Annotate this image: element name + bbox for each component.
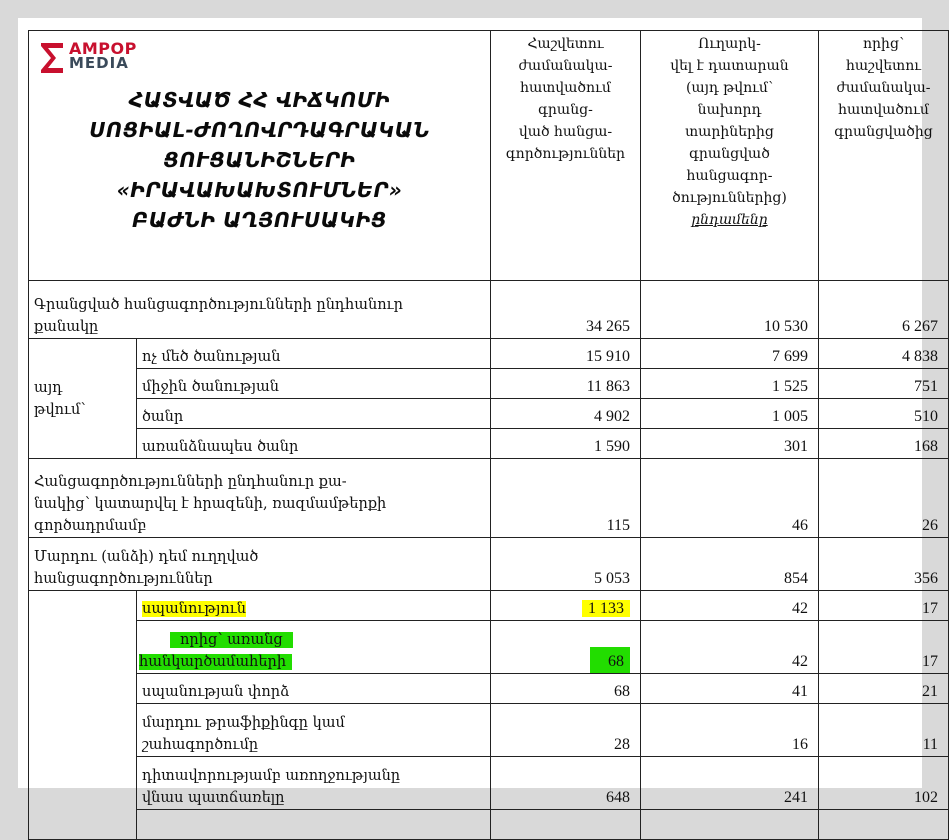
title-line: ԲԱԺՆԻ ԱՂՅՈՒՍԱԿԻՑ <box>132 208 387 232</box>
ampop-media-logo <box>39 41 480 77</box>
cell-value: 102 <box>819 757 949 810</box>
cell-value: 17 <box>819 591 949 621</box>
row-label <box>137 621 491 674</box>
table-row <box>29 339 949 369</box>
column-header-sent-to-court: Ուղարկ- վել է դատարան (այդ թվում՝ նախորդ տարիներից գրանցված հանցագոր- ծություններից) ընդամենը <box>641 31 819 281</box>
table-row <box>29 281 949 339</box>
row-label: դիտավորությամբ առողջությանը վնաս պատճառելը <box>137 757 491 810</box>
table-row-cutoff <box>29 810 949 840</box>
table-row <box>29 674 949 704</box>
row-label: առանձնապես ծանր <box>137 429 491 459</box>
cell-value: 34 265 <box>491 281 641 339</box>
row-label: ոչ մեծ ծանության <box>137 339 491 369</box>
table-row <box>29 757 949 810</box>
cell-value: 16 <box>641 704 819 757</box>
row-label: Հանցագործությունների ընդհանուր քա- նակից՝ կատարվել է հրազենի, ռազմամթերքի գործադրմամբ <box>29 459 491 538</box>
highlighted-value: 1 133 <box>582 600 630 617</box>
cell-value: 21 <box>819 674 949 704</box>
cell-value: 4 838 <box>819 339 949 369</box>
cell-value: 42 <box>641 621 819 674</box>
logo-text-ampop: AMPOP <box>69 39 137 58</box>
column-header-of-which-registered: որից՝ հաշվետու ժամանակա- հատվածում գրանցվածից <box>819 31 949 281</box>
cell-value: 510 <box>819 399 949 429</box>
title-cell <box>29 31 491 281</box>
row-label: Մարդու (անձի) դեմ ուղղված հանցագործություններ <box>29 538 491 591</box>
crime-statistics-table <box>28 30 949 840</box>
highlighted-value: 68 <box>590 647 630 673</box>
row-label: Գրանցված հանցագործությունների ընդհանուր քանակը <box>29 281 491 339</box>
cell-value: 11 <box>819 704 949 757</box>
cell-value: 168 <box>819 429 949 459</box>
row-label: միջին ծանության <box>137 369 491 399</box>
cell-value: 11 863 <box>491 369 641 399</box>
highlighted-label: սպանություն <box>142 601 246 617</box>
cell-value: 7 699 <box>641 339 819 369</box>
table-row <box>29 369 949 399</box>
page-title <box>39 85 480 235</box>
row-label: սպանության փորձ <box>137 674 491 704</box>
cell-value: 1 525 <box>641 369 819 399</box>
cell-value: 10 530 <box>641 281 819 339</box>
highlighted-label: հանկարծամահերի <box>139 654 292 670</box>
group-label: այդ թվում՝ <box>29 339 137 459</box>
cell-value: 17 <box>819 621 949 674</box>
cell-value: 854 <box>641 538 819 591</box>
row-label: ծանր <box>137 399 491 429</box>
table-row <box>29 621 949 674</box>
title-line: ՍՈՑԻԱԼ-ԺՈՂՈՎՐԴԱԳՐԱԿԱՆ <box>89 118 430 142</box>
cell-value: 6 267 <box>819 281 949 339</box>
cell-value: 1 590 <box>491 429 641 459</box>
cell-value: 41 <box>641 674 819 704</box>
title-line: ՑՈՒՑԱՆԻՇՆԵՐԻ <box>163 148 356 172</box>
cell-value: 28 <box>491 704 641 757</box>
title-line: ՀԱՏՎԱԾ ՀՀ ՎԻՃԿՈՄԻ <box>128 88 391 112</box>
title-line: «ԻՐԱՎԱԽԱԽՏՈՒՄՆԵՐ» <box>116 178 403 202</box>
highlighted-label: որից՝ առանց <box>170 632 293 648</box>
table-row <box>29 538 949 591</box>
row-label: մարդու թրաֆիքինգը կամ շահագործումը <box>137 704 491 757</box>
cell-value: 26 <box>819 459 949 538</box>
table-row <box>29 704 949 757</box>
cell-value: 356 <box>819 538 949 591</box>
column-header-registered: Հաշվետու ժամանակա- հատվածում գրանց- ված հանցա- գործություններ <box>491 31 641 281</box>
cell-value: 1 005 <box>641 399 819 429</box>
table-row <box>29 399 949 429</box>
cell-value: 5 053 <box>491 538 641 591</box>
group-label-empty <box>29 591 137 840</box>
row-label <box>137 591 491 621</box>
logo-text-media: MEDIA <box>69 54 129 72</box>
cell-value: 15 910 <box>491 339 641 369</box>
table-row <box>29 429 949 459</box>
table-header-row <box>29 31 949 281</box>
table-row <box>29 591 949 621</box>
column-header-total-label: ընդամենը <box>691 212 768 228</box>
cell-value: 46 <box>641 459 819 538</box>
cell-value: 751 <box>819 369 949 399</box>
cell-value: 4 902 <box>491 399 641 429</box>
cell-value: 241 <box>641 757 819 810</box>
sigma-logo-icon <box>39 41 65 75</box>
cell-value: 301 <box>641 429 819 459</box>
cell-value: 68 <box>491 674 641 704</box>
cell-value: 42 <box>641 591 819 621</box>
cell-value <box>491 591 641 621</box>
cell-value: 648 <box>491 757 641 810</box>
table-row <box>29 459 949 538</box>
cell-value: 115 <box>491 459 641 538</box>
document-page <box>18 18 938 806</box>
cell-value <box>491 621 641 674</box>
